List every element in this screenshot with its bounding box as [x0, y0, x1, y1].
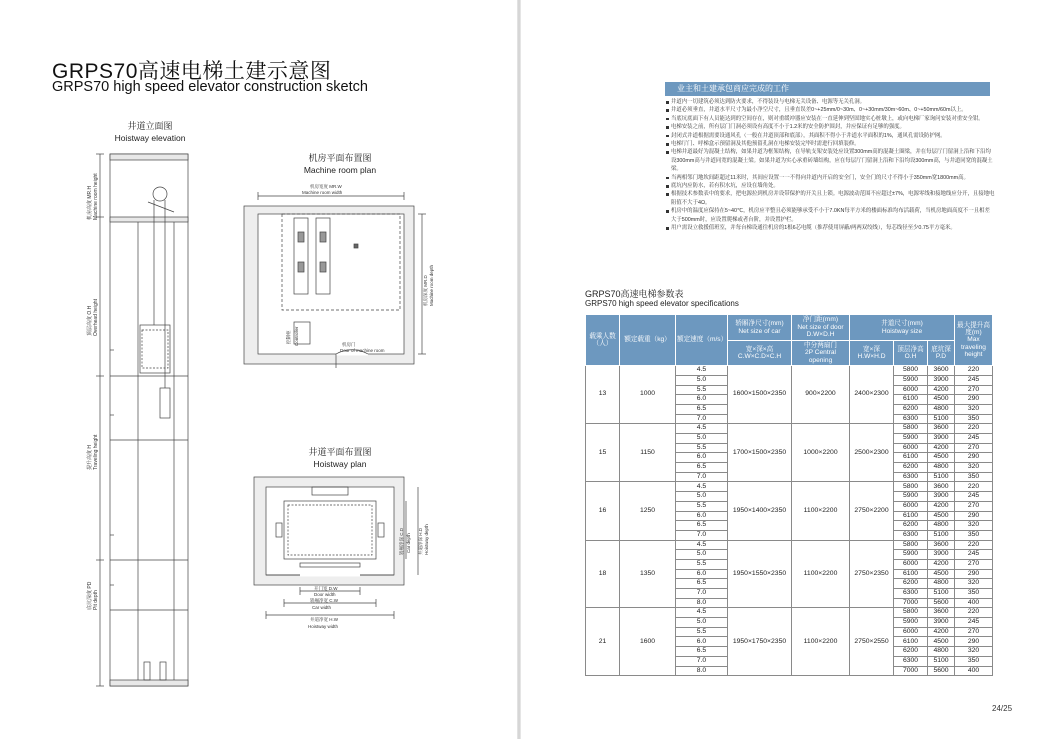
cell-car-size: 1700×1500×2350	[728, 424, 792, 482]
cell-overhead: 6300	[894, 530, 928, 540]
hoistway-plan-caption-cn: 井道平面布置图	[308, 447, 372, 457]
cell-travel-height: 290	[955, 637, 993, 647]
cell-overhead: 6100	[894, 395, 928, 405]
cell-persons: 18	[586, 540, 620, 608]
cell-pit-depth: 3900	[928, 434, 955, 444]
cell-overhead: 6000	[894, 559, 928, 569]
hw-depth-label-cn: 井道净深 H.D	[418, 528, 423, 555]
cell-overhead: 6100	[894, 453, 928, 463]
page-title-en: GRPS70 high speed elevator construction sketch	[52, 79, 368, 95]
cell-pit-depth: 5100	[928, 530, 955, 540]
cell-travel-height: 270	[955, 385, 993, 395]
cell-travel-height: 220	[955, 608, 993, 618]
cell-travel-height: 270	[955, 443, 993, 453]
cell-pit-depth: 3900	[928, 550, 955, 560]
cell-travel-height: 270	[955, 501, 993, 511]
cell-door-size: 1100×2200	[792, 482, 850, 540]
cell-overhead: 6100	[894, 637, 928, 647]
oh-label-en: Overhead height	[93, 299, 99, 336]
responsibility-item: 当底坑底面下有人员能达到的空间存在，则对重缓冲器应安装在一直延伸到坚固地实心桩墩上，或向电梯厂家询问安装对重安全钳。	[665, 115, 995, 123]
cell-overhead: 6300	[894, 656, 928, 666]
cell-travel-height: 220	[955, 482, 993, 492]
cell-overhead: 6200	[894, 404, 928, 414]
responsibility-item: 封闭式井道根据需要设通风孔（一般在井道顶部和底部），其面积不得小于井道水平面积的1%，通风孔需设防护网。	[665, 132, 995, 140]
responsibility-item: 电梯井道最好为混凝土结构，如果井道为框架结构，在导轨支架安装处应设置300mm高的混凝土圈梁，并在每层厅门留洞上沿和下沿均设300mm高与井道同宽的混凝土梁。如果井道为实心承重砖墙结构，应在每层厅门留洞上沿和下沿均设300mm高，与井道同宽的混凝土梁。	[665, 148, 995, 173]
cell-overhead: 6000	[894, 443, 928, 453]
cell-pit-depth: 4200	[928, 385, 955, 395]
cell-capacity: 1250	[620, 482, 676, 540]
cell-overhead: 5800	[894, 482, 928, 492]
cell-speed: 6.5	[676, 647, 728, 657]
cell-capacity: 1150	[620, 424, 676, 482]
cell-hoistway-size: 2750×2350	[850, 540, 894, 608]
car-width-label-en: Car width	[312, 605, 332, 610]
cell-overhead: 6300	[894, 414, 928, 424]
cell-travel-height: 245	[955, 550, 993, 560]
hoistway-plan-caption-en: Hoistway plan	[313, 459, 367, 469]
cell-speed: 6.5	[676, 463, 728, 473]
cell-speed: 7.0	[676, 472, 728, 482]
mrh-label-cn: 机房高度 MR.H	[87, 185, 93, 220]
cell-overhead: 6100	[894, 569, 928, 579]
cell-pit-depth: 4500	[928, 453, 955, 463]
spec-table	[585, 314, 993, 676]
table-title-cn: GRPS70高速电梯参数表	[585, 289, 684, 299]
cell-door-size: 1100×2200	[792, 608, 850, 676]
responsibility-item: 井道必须垂直，井道水平尺寸为最小净空尺寸，且垂直误差0~+25mm/0~30m、0~+30mm/30m~60m、0~+50mm/60m以上。	[665, 106, 995, 114]
responsibility-item: 井道内一切建筑必须达到防火要求，不得装设与电梯无关设备、电源等无关孔洞。	[665, 98, 995, 106]
hoistway-plan-drawing	[246, 475, 446, 635]
responsibility-item: 当两相邻门地坎间距超过11米时，其间应设置一一不得向井道内开启的安全门，安全门的尺寸不得小于350mm宽1800mm高。	[665, 174, 995, 182]
cell-speed: 5.0	[676, 550, 728, 560]
elevation-caption-en: Hoistway elevation	[114, 133, 186, 143]
cell-overhead: 5900	[894, 618, 928, 628]
cell-speed: 5.5	[676, 443, 728, 453]
th-speed: 额定速度（m/s）	[676, 315, 728, 366]
hoistway-plan-caption	[280, 445, 400, 469]
cell-door-size: 1100×2200	[792, 540, 850, 608]
elevation-caption-cn: 井道立面图	[127, 121, 173, 131]
cell-overhead: 6300	[894, 472, 928, 482]
cell-travel-height: 245	[955, 375, 993, 385]
cell-overhead: 7000	[894, 666, 928, 676]
cell-overhead: 6000	[894, 385, 928, 395]
mr-width-label-cn: 机房宽度 MR.W	[310, 184, 342, 189]
cell-hoistway-size: 2500×2300	[850, 424, 894, 482]
mr-width-label-en: Machine room width	[302, 190, 343, 195]
cell-door-size: 1000×2200	[792, 424, 850, 482]
cell-speed: 6.5	[676, 579, 728, 589]
cell-travel-height: 290	[955, 395, 993, 405]
cell-travel-height: 270	[955, 627, 993, 637]
cell-speed: 6.0	[676, 395, 728, 405]
cell-pit-depth: 3600	[928, 424, 955, 434]
table-row	[586, 366, 993, 376]
responsibilities-heading: 业主和土建承包商应完成的工作	[665, 82, 990, 96]
cell-speed: 8.0	[676, 598, 728, 608]
cell-speed: 6.5	[676, 521, 728, 531]
th-hoistway: 井道尺寸(mm) Hoistway size	[850, 315, 955, 341]
table-title-en: GRPS70 high speed elevator specifications	[585, 299, 739, 308]
cell-speed: 6.5	[676, 404, 728, 414]
door-mr-label-cn: 机房门	[342, 342, 356, 347]
cell-overhead: 5800	[894, 540, 928, 550]
cell-pit-depth: 5600	[928, 598, 955, 608]
cell-pit-depth: 4200	[928, 627, 955, 637]
cell-pit-depth: 3600	[928, 608, 955, 618]
door-width-label-en: Door width	[314, 592, 336, 597]
cell-pit-depth: 4500	[928, 511, 955, 521]
cell-pit-depth: 4500	[928, 395, 955, 405]
pd-label-en: Pit depth	[93, 590, 99, 610]
cell-door-size: 900×2200	[792, 366, 850, 424]
cell-speed: 6.0	[676, 637, 728, 647]
machine-room-caption-en: Machine room plan	[303, 165, 377, 175]
cell-overhead: 6000	[894, 501, 928, 511]
cell-overhead: 5900	[894, 375, 928, 385]
cell-speed: 7.0	[676, 530, 728, 540]
cell-travel-height: 220	[955, 540, 993, 550]
car-depth-label-cn: 轿厢净深 C.D	[399, 528, 404, 555]
cell-travel-height: 350	[955, 656, 993, 666]
cell-speed: 4.5	[676, 540, 728, 550]
cell-speed: 4.5	[676, 608, 728, 618]
cell-pit-depth: 4500	[928, 637, 955, 647]
cell-pit-depth: 5100	[928, 589, 955, 599]
cell-travel-height: 320	[955, 463, 993, 473]
cell-speed: 5.0	[676, 375, 728, 385]
cell-pit-depth: 4500	[928, 569, 955, 579]
cell-travel-height: 350	[955, 414, 993, 424]
cell-travel-height: 400	[955, 666, 993, 676]
cell-pit-depth: 3900	[928, 375, 955, 385]
cell-speed: 6.0	[676, 511, 728, 521]
cell-overhead: 5800	[894, 424, 928, 434]
cell-overhead: 5800	[894, 608, 928, 618]
cell-car-size: 1950×1400×2350	[728, 482, 792, 540]
responsibilities-list	[665, 98, 995, 233]
responsibility-item: 底坑内应防水，若有积水坑，应设在墙角处。	[665, 182, 995, 190]
cell-overhead: 6000	[894, 627, 928, 637]
table-row	[586, 424, 993, 434]
th-car-sub: 宽×深×高 C.W×C.D×C.H	[728, 341, 792, 366]
cell-overhead: 6200	[894, 463, 928, 473]
table-row	[586, 608, 993, 618]
cell-overhead: 6200	[894, 521, 928, 531]
cell-overhead: 5900	[894, 550, 928, 560]
responsibility-item: 机房中的温度应保持在5~40℃，机房应平整且必须能够承受不小于7.0KN每平方米的楼面标准均布活载荷，当机房地面高度不一且相差大于500mm时，应设置爬梯或者台阶，并设置护栏。	[665, 207, 995, 224]
cell-pit-depth: 4800	[928, 521, 955, 531]
cell-overhead: 5900	[894, 434, 928, 444]
hw-width-label-cn: 井道净宽 H.W	[310, 617, 338, 622]
table-row	[586, 540, 993, 550]
responsibility-item: 电梯厅门、呼梯盒示预留洞及其他预留孔洞在电梯安装完毕时需进行回填装修。	[665, 140, 995, 148]
cell-speed: 5.0	[676, 434, 728, 444]
cell-pit-depth: 3600	[928, 366, 955, 376]
machine-room-caption-cn: 机房平面布置图	[308, 153, 372, 163]
cell-travel-height: 245	[955, 492, 993, 502]
cell-speed: 5.5	[676, 385, 728, 395]
cell-speed: 4.5	[676, 424, 728, 434]
mr-depth-label-cn: 机房深度 MR.D	[423, 275, 428, 306]
cell-travel-height: 350	[955, 589, 993, 599]
machine-room-caption	[280, 151, 400, 175]
pd-label-cn: 底坑深度 PD	[87, 581, 93, 610]
th-door-sub: 中分两扇门 2P Central opening	[792, 341, 850, 366]
cell-speed: 7.0	[676, 589, 728, 599]
cell-hoistway-size: 2400×2300	[850, 366, 894, 424]
cell-speed: 7.0	[676, 414, 728, 424]
cell-travel-height: 350	[955, 530, 993, 540]
door-mr-label-en: Door of machine room	[340, 348, 385, 353]
door-width-label-cn: 开门宽 D.W	[314, 586, 338, 591]
th-persons: 载乘人数（人）	[586, 315, 620, 366]
cell-travel-height: 220	[955, 424, 993, 434]
cell-pit-depth: 5100	[928, 656, 955, 666]
cell-overhead: 5800	[894, 366, 928, 376]
cell-pit-depth: 5600	[928, 666, 955, 676]
cell-pit-depth: 5100	[928, 472, 955, 482]
table-row	[586, 482, 993, 492]
cell-speed: 8.0	[676, 666, 728, 676]
cell-persons: 21	[586, 608, 620, 676]
th-travel: 最大提升高度(m) Max traveling height	[955, 315, 993, 366]
responsibility-item: 根据技术参数表中的要求，把电源拉到机房并设带保护的开关且上锁。电源波动范围不应超过±7%，电源零线和接地线应分开，且接地电阻值不大于4Ω。	[665, 190, 995, 207]
cell-travel-height: 270	[955, 559, 993, 569]
cell-travel-height: 350	[955, 472, 993, 482]
hoistway-elevation-drawing	[78, 140, 198, 695]
cell-hoistway-size: 2750×2200	[850, 482, 894, 540]
cell-hoistway-size: 2750×2550	[850, 608, 894, 676]
cell-persons: 16	[586, 482, 620, 540]
cell-overhead: 6200	[894, 647, 928, 657]
th-capacity: 额定载重（kg）	[620, 315, 676, 366]
mrh-label-en: Machine room height	[93, 173, 99, 220]
cell-pit-depth: 4200	[928, 501, 955, 511]
cell-overhead: 6300	[894, 589, 928, 599]
th-car: 轿厢净尺寸(mm) Net size of car	[728, 315, 792, 341]
responsibility-item: 电梯安装之前，所有层门门洞必须设有高度不小于1.2米的安全防护围封，并应保证有足够的强度。	[665, 123, 995, 131]
cell-car-size: 1950×1550×2350	[728, 540, 792, 608]
cell-travel-height: 320	[955, 404, 993, 414]
machine-room-plan-drawing	[236, 178, 436, 370]
cell-travel-height: 290	[955, 511, 993, 521]
cell-pit-depth: 3900	[928, 492, 955, 502]
cell-travel-height: 320	[955, 647, 993, 657]
cell-speed: 5.0	[676, 618, 728, 628]
page-number: 24/25	[992, 704, 1013, 713]
cell-overhead: 6200	[894, 579, 928, 589]
mr-depth-label-en: Machine room depth	[429, 264, 434, 306]
th-door: 净门距(mm) Net size of door D.W×D.H	[792, 315, 850, 341]
cell-speed: 6.0	[676, 453, 728, 463]
cell-travel-height: 245	[955, 618, 993, 628]
cell-persons: 15	[586, 424, 620, 482]
cell-pit-depth: 4200	[928, 443, 955, 453]
controller-label-cn: 控制柜	[286, 330, 291, 344]
cell-persons: 13	[586, 366, 620, 424]
cell-capacity: 1000	[620, 366, 676, 424]
cell-capacity: 1600	[620, 608, 676, 676]
hw-depth-label-en: Hoistway depth	[424, 524, 429, 555]
controller-label-en: Controller	[294, 326, 299, 346]
cell-capacity: 1350	[620, 540, 676, 608]
hw-width-label-en: Hoistway width	[308, 624, 339, 629]
cell-pit-depth: 3600	[928, 540, 955, 550]
cell-travel-height: 400	[955, 598, 993, 608]
cell-speed: 5.5	[676, 501, 728, 511]
page-fold	[517, 0, 521, 739]
cell-overhead: 7000	[894, 598, 928, 608]
cell-pit-depth: 3900	[928, 618, 955, 628]
responsibility-item: 用户需设立救援值班室，并每台梯设通往机房的1根6芯电缆（推荐使用屏蔽/两两双绞线），每芯线径至少0.75平方毫米。	[665, 224, 995, 232]
cell-pit-depth: 4800	[928, 579, 955, 589]
car-width-label-cn: 轿厢净宽 C.W	[310, 598, 338, 603]
cell-speed: 4.5	[676, 482, 728, 492]
cell-speed: 5.5	[676, 559, 728, 569]
cell-pit-depth: 5100	[928, 414, 955, 424]
cell-overhead: 5900	[894, 492, 928, 502]
th-oh: 顶层净高 O.H	[894, 341, 928, 366]
travel-label-en: Traveling height	[93, 434, 99, 470]
cell-speed: 6.0	[676, 569, 728, 579]
cell-car-size: 1950×1750×2350	[728, 608, 792, 676]
cell-travel-height: 320	[955, 521, 993, 531]
cell-pit-depth: 4200	[928, 559, 955, 569]
th-pd: 底坑深 P.D	[928, 341, 955, 366]
cell-overhead: 6100	[894, 511, 928, 521]
th-hw-sub: 宽×深 H.W×H.D	[850, 341, 894, 366]
cell-travel-height: 220	[955, 366, 993, 376]
cell-pit-depth: 4800	[928, 463, 955, 473]
oh-label-cn: 顶层高度 O.H	[87, 305, 93, 336]
cell-travel-height: 290	[955, 453, 993, 463]
cell-car-size: 1600×1500×2350	[728, 366, 792, 424]
car-depth-label-en: Car depth	[406, 533, 411, 553]
cell-speed: 5.0	[676, 492, 728, 502]
cell-travel-height: 245	[955, 434, 993, 444]
cell-speed: 4.5	[676, 366, 728, 376]
cell-speed: 7.0	[676, 656, 728, 666]
travel-label-cn: 提升高度 H	[87, 444, 93, 470]
cell-pit-depth: 3600	[928, 482, 955, 492]
cell-speed: 5.5	[676, 627, 728, 637]
page-title-cn: GRPS70高速电梯土建示意图	[52, 60, 332, 83]
cell-travel-height: 290	[955, 569, 993, 579]
cell-pit-depth: 4800	[928, 647, 955, 657]
cell-travel-height: 320	[955, 579, 993, 589]
cell-pit-depth: 4800	[928, 404, 955, 414]
